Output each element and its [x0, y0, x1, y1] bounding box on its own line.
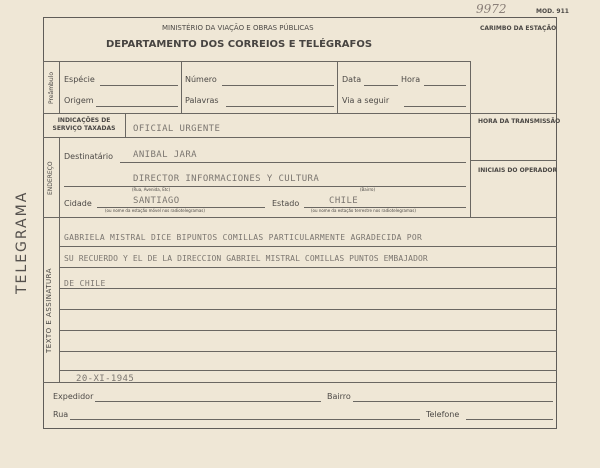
data-line: [364, 85, 398, 86]
cidade-hint: (ou nome da estação móvel nos radiotelegramas): [105, 208, 205, 213]
station-stamp-label: CARIMBO DA ESTAÇÃO: [480, 25, 557, 32]
telegram-side-label: TELEGRAMA: [14, 190, 30, 294]
numero-label: Número: [185, 75, 217, 84]
taxadas-value: OFICIAL URGENTE: [133, 124, 221, 134]
telefone-line: [466, 419, 553, 420]
expedidor-label: Expedidor: [53, 392, 94, 401]
estado-value: CHILE: [329, 196, 359, 206]
cidade-label: Cidade: [64, 199, 92, 208]
palavras-label: Palavras: [185, 96, 219, 105]
hora-line: [424, 85, 466, 86]
address-bottom-border: [43, 217, 557, 218]
text-line-6: [60, 351, 557, 352]
destinatario-value: ANIBAL JARA: [133, 150, 198, 160]
text-line-2: [60, 267, 557, 268]
rua-label: Rua: [53, 410, 69, 419]
street-value: DIRECTOR INFORMACIONES Y CULTURA: [133, 174, 320, 184]
form-frame: [43, 17, 557, 429]
origem-line: [96, 106, 178, 107]
archive-annotation: 9972: [476, 2, 507, 16]
hora-label: Hora: [401, 75, 421, 84]
form-model: MOD. 911: [536, 8, 569, 15]
expedidor-line: [95, 401, 321, 402]
preamble-left-border: [43, 61, 44, 113]
message-line-2: SU RECUERDO Y EL DE LA DIRECCION GABRIEL MISTRAL COMILLAS PUNTOS EMBAJADOR: [64, 254, 428, 263]
message-line-1: GABRIELA MISTRAL DICE BIPUNTOS COMILLAS PARTICULARMENTE AGRADECIDA POR: [64, 233, 423, 242]
text-line-7: [60, 370, 557, 371]
preamble-section-label: Preâmbulo: [48, 71, 55, 104]
text-section-label: TEXTO E ASSINATURA: [45, 267, 53, 353]
preamble-mid-divider: [181, 61, 182, 113]
telefone-label: Telefone: [426, 410, 460, 419]
text-line-5: [60, 330, 557, 331]
preamble-right-border: [470, 61, 471, 113]
estado-label: Estado: [272, 199, 300, 208]
destinatario-line: [120, 162, 466, 163]
department-title: DEPARTAMENTO DOS CORREIOS E TELÉGRAFOS: [106, 39, 373, 50]
text-line-3: [60, 288, 557, 289]
text-line-4: [60, 309, 557, 310]
numero-line: [222, 85, 334, 86]
via-label: Via a seguir: [342, 96, 390, 105]
especie-line: [100, 85, 178, 86]
taxadas-divider: [125, 113, 126, 137]
iniciais-label: INICIAIS DO OPERADOR: [478, 167, 558, 174]
address-section-label: ENDEREÇO: [47, 161, 54, 195]
taxadas-label: INDICAÇÕES DE SERVIÇO TAXADAS: [52, 117, 116, 132]
taxadas-top-border: [43, 113, 557, 114]
bairro-label: Bairro: [327, 392, 351, 401]
preamble-right-divider: [337, 61, 338, 113]
text-bottom-border: [43, 382, 557, 383]
estado-hint: (ou nome da estação terrestre nos radiotelegramas): [311, 208, 416, 213]
right-column-border: [470, 113, 471, 217]
street-line: [64, 186, 466, 187]
bairro-line: [353, 401, 553, 402]
cidade-value: SANTIAGO: [133, 196, 180, 206]
especie-label: Espécie: [64, 75, 95, 84]
message-date: 20-XI-1945: [76, 374, 135, 384]
street-hint: (Rua, Avenida, Etc): [132, 187, 171, 192]
bairro-hint: (Bairro): [360, 187, 376, 192]
text-line-1: [60, 246, 557, 247]
taxadas-bottom-border: [43, 137, 470, 138]
preamble-top-border: [43, 61, 470, 62]
rua-line: [70, 419, 420, 420]
data-label: Data: [342, 75, 362, 84]
address-divider: [59, 137, 60, 217]
preamble-divider: [59, 61, 60, 113]
hora-transmissao-label: HORA DA TRANSMISSÃO: [478, 118, 561, 125]
iniciais-line: [470, 160, 557, 161]
palavras-line: [226, 106, 334, 107]
ministry-title: MINISTÉRIO DA VIAÇÃO E OBRAS PÚBLICAS: [162, 24, 314, 32]
destinatario-label: Destinatário: [64, 152, 114, 161]
message-line-3: DE CHILE: [64, 279, 106, 288]
text-divider: [59, 217, 60, 382]
origem-label: Origem: [64, 96, 94, 105]
via-line: [404, 106, 466, 107]
